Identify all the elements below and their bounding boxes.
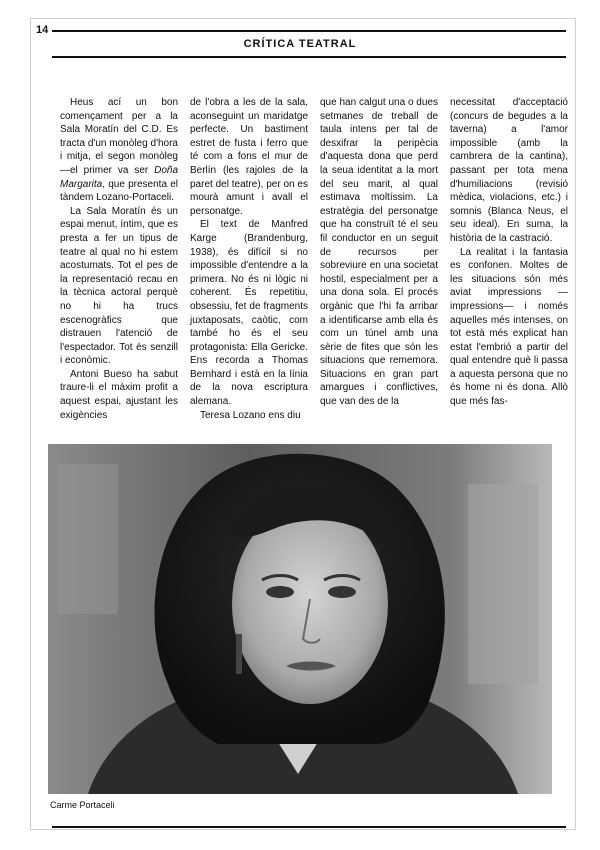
- article-column-4: [450, 96, 568, 430]
- photo-caption: Carme Portaceli: [50, 800, 115, 810]
- paragraph: [60, 96, 178, 205]
- article-column-2: [190, 96, 308, 430]
- article-body: [60, 96, 568, 430]
- paragraph: La realitat i la fantasia es confonen. Moltes de les situacions són més aviat impressions —impressions— i només aquelles més intenses, on tot està més explicat han estat l'embrió a partir del qual entendre què li passa a aquesta persona que no és home ni és dona. Allò que més fas-: [450, 246, 568, 408]
- page-number: 14: [36, 24, 49, 36]
- paragraph: que han calgut una o dues setmanes de treball de taula intens per tal de desxifrar la peripècia d'aquesta dona que perd la seua identitat a la mort del seu marit, al qual estimava moltíssim. La estratègia del personatge que ha construït té el seu fil conductor en un seguit de recursos per sobreviure en una societat hostil, especialment per a una dona sola. El procés orgànic que l'hi fa arribar a identificarse amb ella és com un túnel amb una sèrie de fites que són les situacions que rememora. Situacions en gran part amargues i conflictives, que van des de la: [320, 97, 438, 408]
- paragraph: necessitat d'acceptació (concurs de begudes a la taverna) a l'amor impossible (amb la cambrera de la cantina), passant per tota mena d'humiliacions (revisió mèdica, violacions, etc.) i somnis (Blanca Neus, el seu ideal). En suma, la història de la castració.: [450, 97, 568, 244]
- header-rule: [52, 30, 566, 32]
- paragraph: El text de Manfred Karge (Brandenburg, 1938), és difícil si no impossible d'entendre a la primera. No és ni lògic ni coherent. És repetitiu, obsessiu, fet de fragments juxtaposats, caòtic, com també ho és el seu protagonista: Ella Gericke. Ens recorda a Thomas Bernhard i està en la línia de la nova escriptura alemana.: [190, 219, 308, 408]
- article-column-3: [320, 96, 438, 430]
- paragraph-text: Heus ací un bon començament per a la Sala Moratín del C.D. Es tracta d'un monòleg d'hora i mitja, el segon monòleg —el primer va ser: [60, 97, 178, 176]
- portrait-photo: [48, 444, 552, 794]
- paragraph: Teresa Lozano ens diu: [200, 409, 301, 421]
- paragraph: Antoni Bueso ha sabut traure-li el màxim profit a aquest espai, ajustant les exigències: [60, 368, 178, 421]
- paragraph-text: , que presenta el tàndem Lozano-Portaceli.: [60, 178, 178, 204]
- title-rule: [52, 56, 566, 58]
- play-title: Doña Margarita: [60, 164, 178, 190]
- portrait-illustration: [48, 444, 552, 794]
- paragraph: de l'obra a les de la sala, aconseguint un maridatge perfecte. Un bastiment estret de fusta i ferro que té com a fons el mur de Berlín (les rajoles de la paret del teatre), per on es mourà amunt i avall el personatge.: [190, 97, 308, 217]
- article-column-1: [60, 96, 178, 430]
- paragraph: La Sala Moratín és un espai menut, íntim, que es presta a fer un tipus de teatre al qual no hi estem acostumats. Tot el pes de la representació recau en la tècnica actoral perquè no hi ha trucs escenogràfics que distrauen l'atenció de l'espectador. Tot és senzill i econòmic.: [60, 205, 178, 367]
- section-title: CRÍTICA TEATRAL: [243, 38, 357, 50]
- footer-rule: [52, 826, 566, 828]
